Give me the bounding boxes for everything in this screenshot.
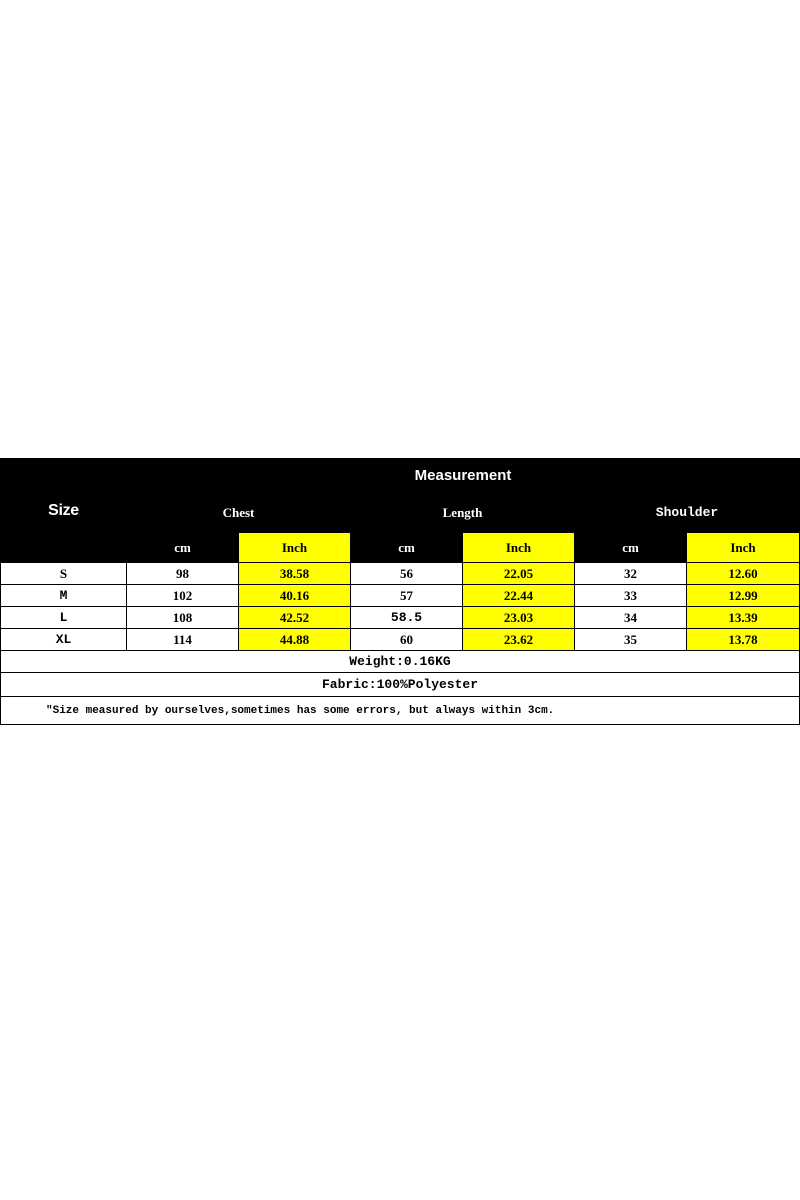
chest-inch-cell: 42.52 [239,607,351,629]
table-row [1,585,800,607]
length-cm-cell: 56 [351,563,463,585]
fabric-row [1,673,800,697]
shoulder-cm-cell: 34 [575,607,687,629]
unit-inch: Inch [239,533,351,563]
shoulder-inch-cell: 13.39 [687,607,800,629]
length-inch-cell: 23.03 [463,607,575,629]
length-cm-cell: 57 [351,585,463,607]
measurement-header: Measurement [127,459,800,493]
shoulder-inch-cell: 12.60 [687,563,800,585]
table-row [1,563,800,585]
shoulder-inch-cell: 12.99 [687,585,800,607]
size-cell: S [1,563,127,585]
size-chart [0,458,800,740]
size-note: "Size measured by ourselves,sometimes has some errors, but always within 3cm. [1,697,800,725]
chest-header: Chest [127,493,351,533]
fabric-cell: Fabric:100%Polyester [1,673,800,697]
shoulder-cm-cell: 35 [575,629,687,651]
size-cell: XL [1,629,127,651]
weight-row [1,651,800,673]
unit-inch: Inch [687,533,800,563]
note-row [1,697,800,725]
chest-inch-cell: 40.16 [239,585,351,607]
shoulder-header: Shoulder [575,493,800,533]
chest-cm-cell: 108 [127,607,239,629]
chest-cm-cell: 114 [127,629,239,651]
unit-inch: Inch [463,533,575,563]
unit-cm: cm [575,533,687,563]
length-inch-cell: 22.05 [463,563,575,585]
length-header: Length [351,493,575,533]
table-row [1,629,800,651]
chest-inch-cell: 44.88 [239,629,351,651]
length-inch-cell: 22.44 [463,585,575,607]
size-table [0,458,800,725]
chest-inch-cell: 38.58 [239,563,351,585]
length-cm-cell: 58.5 [351,607,463,629]
length-cm-cell: 60 [351,629,463,651]
shoulder-inch-cell: 13.78 [687,629,800,651]
size-cell: L [1,607,127,629]
chest-cm-cell: 98 [127,563,239,585]
length-inch-cell: 23.62 [463,629,575,651]
shoulder-cm-cell: 32 [575,563,687,585]
table-row [1,607,800,629]
size-header: Size [1,459,127,563]
unit-cm: cm [127,533,239,563]
weight-cell: Weight:0.16KG [1,651,800,673]
unit-cm: cm [351,533,463,563]
header-row-measurement [1,459,800,493]
size-cell: M [1,585,127,607]
shoulder-cm-cell: 33 [575,585,687,607]
chest-cm-cell: 102 [127,585,239,607]
